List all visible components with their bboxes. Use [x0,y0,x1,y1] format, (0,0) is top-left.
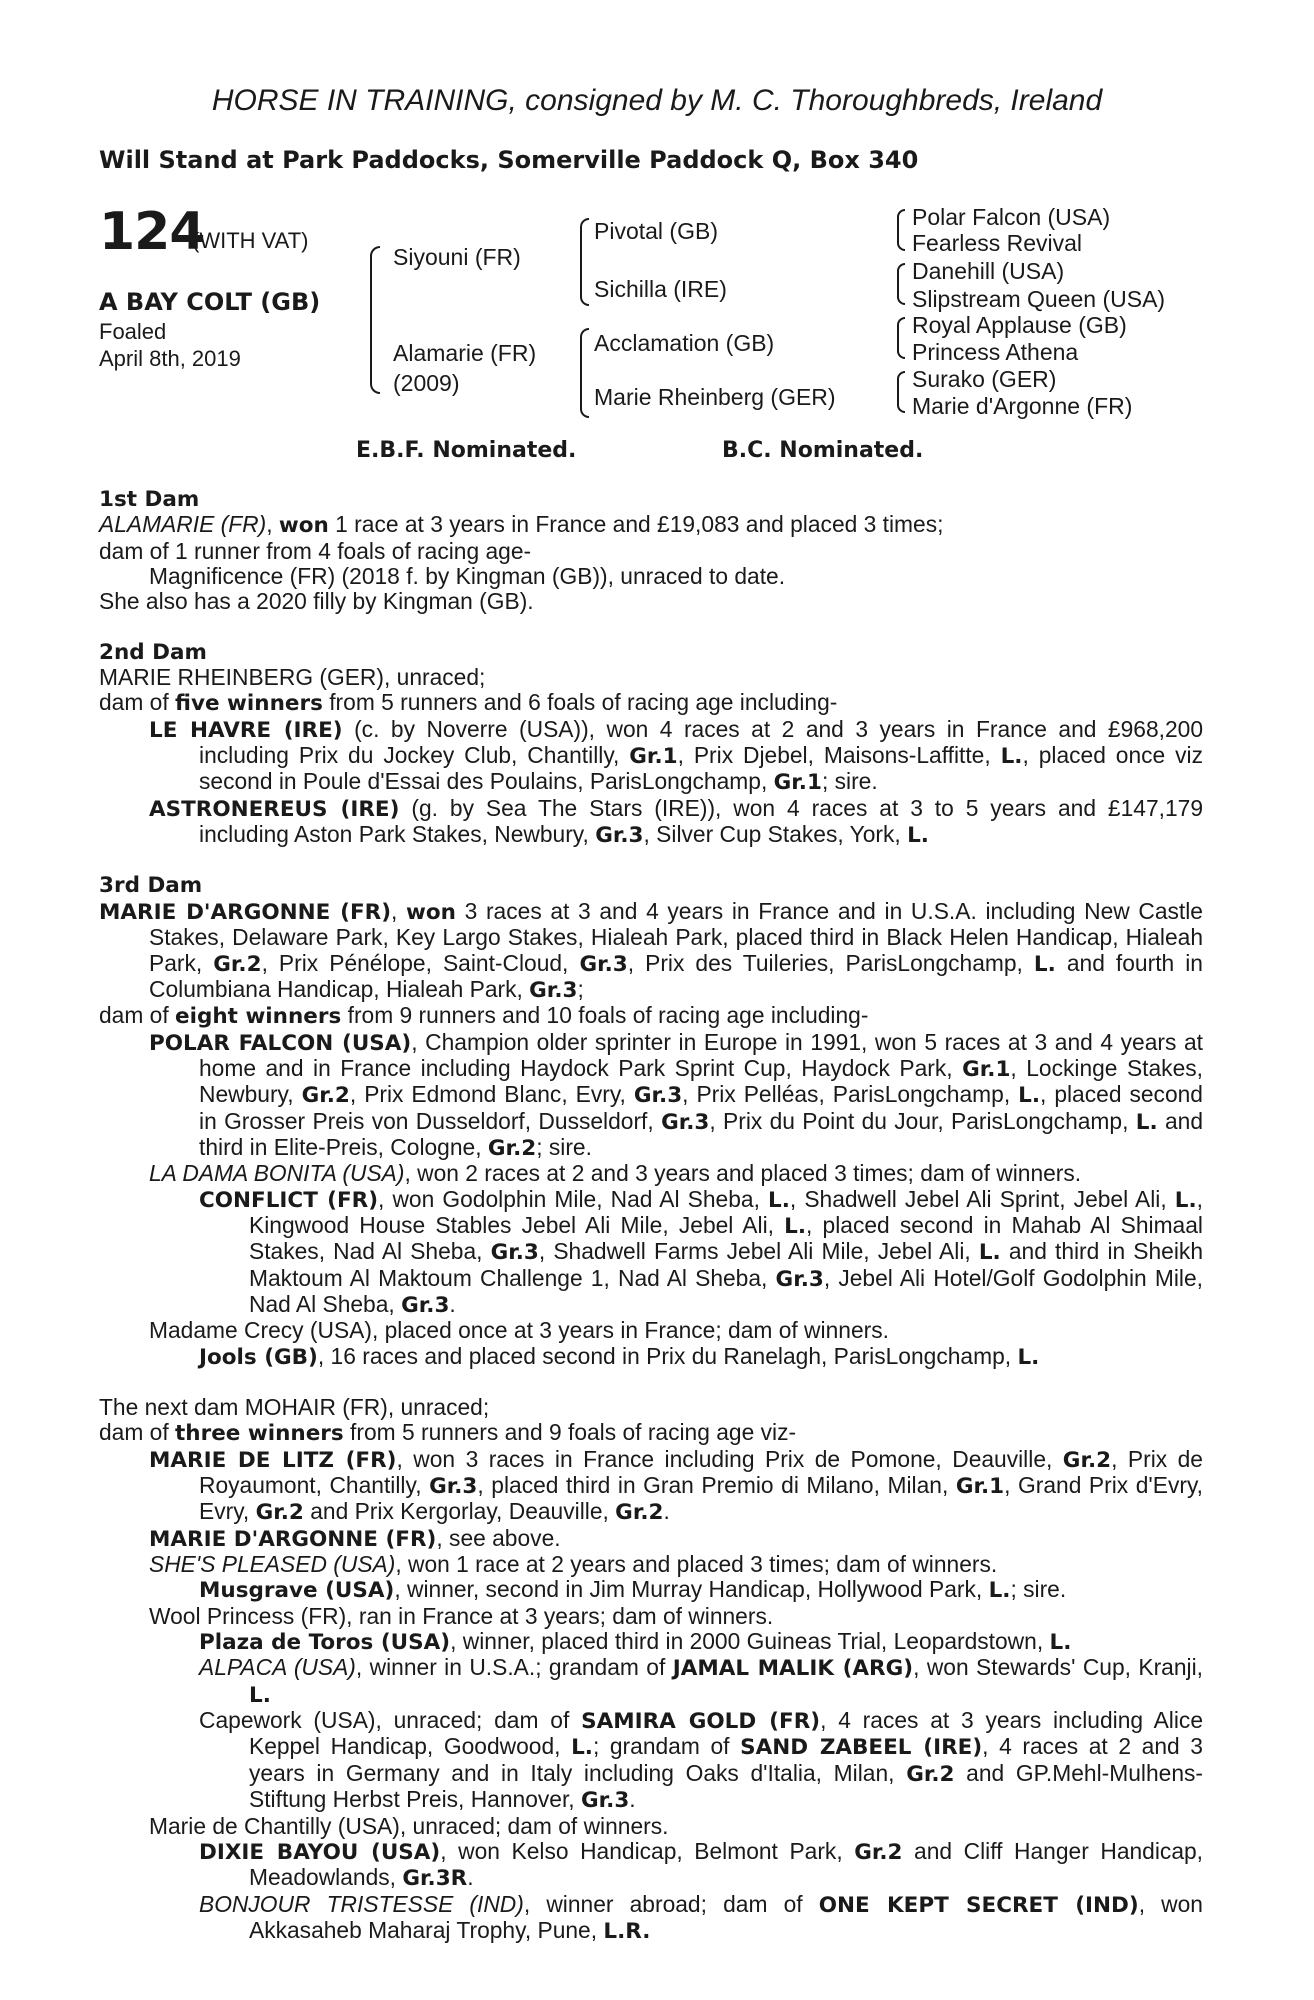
next-dam-runner: Marie de Chantilly (USA), unraced; dam of winners. [149,1812,669,1839]
pedigree-sire-sire: Pivotal (GB) [594,218,718,244]
pedigree-dam-dam: Marie Rheinberg (GER) [594,384,836,410]
next-dam-grandchild: Musgrave (USA), winner, second in Jim Murray Handicap, Hollywood Park, L.; sire. [199,1576,1067,1604]
third-dam-produce-line: dam of eight winners from 9 runners and 10 foals of racing age including- [99,1002,869,1030]
pedigree-dam: Alamarie (FR) [393,340,537,366]
first-dam-note: She also has a 2020 filly by Kingman (GB). [99,588,534,615]
pedigree-g1: Polar Falcon (USA) [912,204,1111,230]
foaled-info [99,318,241,372]
pedigree-brace [897,317,905,359]
next-dam-grandchild: BONJOUR TRISTESSE (IND), winner abroad; dam of ONE KEPT SECRET (IND), won Akkasaheb Maharaj Trophy, Pune, L.R. [199,1890,1203,1944]
next-dam-grandchild: Capework (USA), unraced; dam of SAMIRA GOLD (FR), 4 races at 3 years including Alice Keppel Handicap, Goodwood, L.; grandam of SAND ZABEEL (IRE), 4 races at 2 and 3 years in Germany and in Italy including Oaks d'Italia, Milan, Gr.2 and GP.Mehl-Mulhens-Stiftung Herbst Preis, Hannover, Gr.3. [199,1707,1203,1814]
second-dam-produce-line: dam of five winners from 5 runners and 6 foals of racing age including- [99,689,838,717]
next-dam-grandchild: DIXIE BAYOU (USA), won Kelso Handicap, Belmont Park, Gr.2 and Cliff Hanger Handicap, Meadowlands, Gr.3R. [199,1837,1204,1892]
first-dam-line: ALAMARIE (FR), won 1 race at 3 years in France and £19,083 and placed 3 times; [99,511,944,539]
pedigree-g8: Marie d'Argonne (FR) [912,393,1133,419]
pedigree-g7: Surako (GER) [912,366,1057,392]
third-dam-grandchild: CONFLICT (FR), won Godolphin Mile, Nad Al Sheba, L., Shadwell Jebel Ali Sprint, Jebel Ali, L., Kingwood House Stables Jebel Ali Mile, Jebel Ali, L., placed second in Mahab Al Shimaal Stakes, Nad Al Sheba, Gr.3, Shadwell Farms Jebel Ali Mile, Jebel Ali, L. and third in Sheikh Maktoum Al Maktoum Challenge 1, Nad Al Sheba, Gr.3, Jebel Ali Hotel/Golf Godolphin Mile, Nad Al Sheba, Gr.3. [199,1185,1204,1318]
page-title: HORSE IN TRAINING, consigned by M. C. Thoroughbreds, Ireland [211,84,1103,117]
pedigree-brace [897,371,905,413]
third-dam-line: MARIE D'ARGONNE (FR), won 3 races at 3 and 4 years in France and in U.S.A. including New Castle Stakes, Delaware Park, Key Largo Stakes, Hialeah Park, placed third in Black Helen Handicap, Hialeah Park, Gr.2, Prix Pénélope, Saint-Cloud, Gr.3, Prix des Tuileries, ParisLongchamp, L. and fourth in Columbiana Handicap, Hialeah Park, Gr.3; [99,897,1203,1003]
pedigree-g2: Fearless Revival [912,230,1082,256]
pedigree-brace [580,218,589,306]
pedigree-sire: Siyouni (FR) [393,244,521,270]
pedigree-brace [580,328,589,418]
next-dam-produce-line: dam of three winners from 5 runners and 9 foals of racing age viz- [99,1419,797,1447]
foaled-label: Foaled [99,319,167,344]
next-dam-runner: MARIE D'ARGONNE (FR), see above. [149,1524,561,1552]
foaled-date: April 8th, 2019 [99,346,241,371]
section-heading-3rd-dam: 3rd Dam [99,873,203,899]
next-dam-runner: SHE'S PLEASED (USA), won 1 race at 2 years and placed 3 times; dam of winners. [149,1551,998,1578]
second-dam-line: MARIE RHEINBERG (GER), unraced; [99,664,486,691]
next-dam-grandchild: Plaza de Toros (USA), winner, placed third in 2000 Guineas Trial, Leopardstown, L. [199,1628,1072,1656]
next-dam-runner: MARIE DE LITZ (FR), won 3 races in France including Prix de Pomone, Deauville, Gr.2, Prix de Royaumont, Chantilly, Gr.3, placed third in Gran Premio di Milano, Milan, Gr.1, Grand Prix d'Evry, Evry, Gr.2 and Prix Kergorlay, Deauville, Gr.2. [149,1445,1203,1526]
second-dam-runner: LE HAVRE (IRE) (c. by Noverre (USA)), won 4 races at 2 and 3 years in France and £968,200 including Prix du Jockey Club, Chantilly, Gr.1, Prix Djebel, Maisons-Laffitte, L., placed once viz second in Poule d'Essai des Poulains, ParisLongchamp, Gr.1; sire. [149,715,1204,796]
vat-note: (WITH VAT) [192,228,309,253]
pedigree-brace [897,263,905,305]
first-dam-produce-line: dam of 1 runner from 4 foals of racing age- [99,537,532,564]
next-dam-runner: Wool Princess (FR), ran in France at 3 years; dam of winners. [149,1602,774,1629]
stand-location: Will Stand at Park Paddocks, Somerville Paddock Q, Box 340 [99,146,919,174]
pedigree-g6: Princess Athena [912,339,1079,365]
second-dam-runner: ASTRONEREUS (IRE) (g. by Sea The Stars (IRE)), won 4 races at 3 to 5 years and £147,179 including Aston Park Stakes, Newbury, Gr.3, Silver Cup Stakes, York, L. [149,794,1203,849]
section-heading-2nd-dam: 2nd Dam [99,639,207,665]
next-dam-line: The next dam MOHAIR (FR), unraced; [99,1394,490,1420]
lot-number: 124 [99,202,205,262]
pedigree-g5: Royal Applause (GB) [912,312,1127,338]
third-dam-grandchild: Jools (GB), 16 races and placed second in Prix du Ranelagh, ParisLongchamp, L. [199,1342,1040,1370]
bc-nomination: B.C. Nominated. [722,438,924,463]
third-dam-runner: Madame Crecy (USA), placed once at 3 years in France; dam of winners. [149,1317,889,1344]
next-dam-grandchild: ALPACA (USA), winner in U.S.A.; grandam of JAMAL MALIK (ARG), won Stewards' Cup, Kranji, L. [199,1654,1203,1708]
catalogue-body [99,487,1203,1944]
pedigree-brace [897,209,905,251]
section-heading-1st-dam: 1st Dam [99,487,200,512]
pedigree-g3: Danehill (USA) [912,258,1065,284]
pedigree-dam-sire: Acclamation (GB) [594,330,775,356]
pedigree-g4: Slipstream Queen (USA) [912,286,1166,312]
pedigree-dam-year: (2009) [393,370,460,396]
pedigree-brace [370,246,380,394]
first-dam-foal: Magnificence (FR) (2018 f. by Kingman (GB)), unraced to date. [149,563,786,590]
lot-description: A BAY COLT (GB) [99,288,321,316]
third-dam-runner: POLAR FALCON (USA), Champion older sprinter in Europe in 1991, won 5 races at 3 and 4 years at home and in France including Haydock Park Sprint Cup, Haydock Park, Gr.1, Lockinge Stakes, Newbury, Gr.2, Prix Edmond Blanc, Evry, Gr.3, Prix Pelléas, ParisLongchamp, L., placed second in Grosser Preis von Dusseldorf, Dusseldorf, Gr.3, Prix du Point du Jour, ParisLongchamp, L. and third in Elite-Preis, Cologne, Gr.2; sire. [149,1028,1204,1161]
third-dam-runner: LA DAMA BONITA (USA), won 2 races at 2 and 3 years and placed 3 times; dam of winners. [149,1160,1082,1187]
ebf-nomination: E.B.F. Nominated. [356,438,577,463]
pedigree-sire-dam: Sichilla (IRE) [594,276,727,302]
